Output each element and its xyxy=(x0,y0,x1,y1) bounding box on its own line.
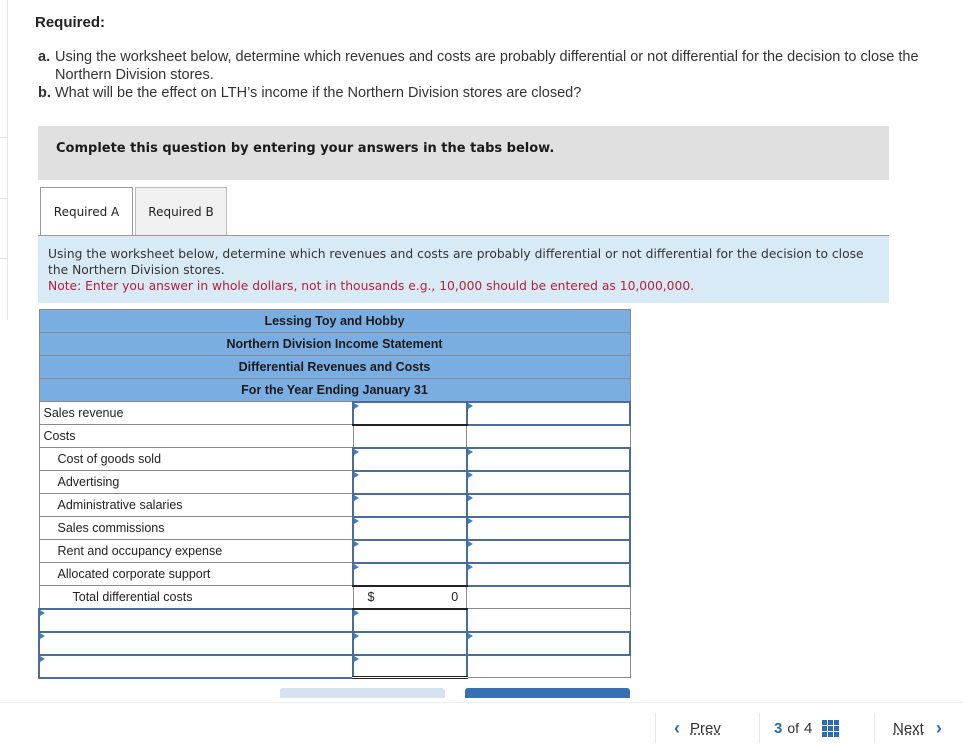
table-row xyxy=(39,402,630,425)
left-rail xyxy=(0,0,8,320)
table-row xyxy=(39,425,630,448)
admin-salaries-differential-select[interactable] xyxy=(467,494,630,517)
footer-divider xyxy=(0,702,963,703)
sales-commissions-amount-input[interactable] xyxy=(353,517,467,540)
prev-tab-button[interactable] xyxy=(280,688,445,698)
total-differential-costs-value xyxy=(353,586,467,609)
currency-symbol: $ xyxy=(367,590,375,604)
empty-cell xyxy=(467,586,630,609)
empty-cell xyxy=(353,425,467,448)
required-item-b xyxy=(38,84,943,102)
empty-cell xyxy=(467,425,630,448)
advertising-differential-select[interactable] xyxy=(467,471,630,494)
of-label: of xyxy=(787,720,800,736)
required-list xyxy=(38,48,943,102)
table-row xyxy=(39,517,630,540)
admin-salaries-amount-input[interactable] xyxy=(353,494,467,517)
table-row xyxy=(39,609,630,632)
instruction-banner xyxy=(38,126,889,180)
table-row xyxy=(39,632,630,655)
cogs-amount-input[interactable] xyxy=(353,448,467,471)
rail-divider xyxy=(0,198,8,199)
rent-differential-select[interactable] xyxy=(467,540,630,563)
tab-required-a[interactable]: Required A xyxy=(40,187,133,235)
table-row xyxy=(39,655,630,678)
row-label: Advertising xyxy=(39,471,353,494)
rail-divider xyxy=(0,137,8,138)
empty-cell xyxy=(467,655,630,678)
extra-amount-input-2[interactable] xyxy=(353,632,467,655)
table-row xyxy=(39,471,630,494)
question-pager xyxy=(655,712,942,744)
extra-amount-input-3[interactable] xyxy=(353,655,467,678)
cogs-differential-select[interactable] xyxy=(467,448,630,471)
rent-amount-input[interactable] xyxy=(353,540,467,563)
tab-bar xyxy=(40,187,227,235)
total-amount: 0 xyxy=(451,590,459,604)
extra-label-select-3[interactable] xyxy=(39,655,353,678)
worksheet-table xyxy=(38,309,631,679)
required-item-a xyxy=(38,48,943,84)
company-name: Lessing Toy and Hobby xyxy=(39,310,630,333)
statement-subtitle: Differential Revenues and Costs xyxy=(39,356,630,379)
required-item-text: What will be the effect on LTH’s income if the Northern Division stores are closed? xyxy=(55,85,582,101)
statement-title: Northern Division Income Statement xyxy=(39,333,630,356)
row-label: Administrative salaries xyxy=(39,494,353,517)
statement-period: For the Year Ending January 31 xyxy=(39,379,630,402)
next-question-button[interactable] xyxy=(875,718,942,739)
extra-differential-select-2[interactable] xyxy=(467,632,630,655)
advertising-amount-input[interactable] xyxy=(353,471,467,494)
row-label: Sales revenue xyxy=(39,402,353,425)
next-label: Next xyxy=(893,719,924,737)
row-label: Total differential costs xyxy=(39,586,353,609)
sales-revenue-differential-select[interactable] xyxy=(467,402,630,425)
table-row xyxy=(39,494,630,517)
required-heading: Required: xyxy=(35,14,106,31)
worksheet-header-row xyxy=(39,379,630,402)
chevron-right-icon: › xyxy=(935,717,942,738)
worksheet-header-row xyxy=(39,356,630,379)
current-question: 3 xyxy=(774,719,783,737)
extra-label-select-2[interactable] xyxy=(39,632,353,655)
worksheet-header-row xyxy=(39,310,630,333)
rail-divider xyxy=(0,258,8,259)
required-item-text: Using the worksheet below, determine which revenues and costs are probably differential or not differential for the decision to close the Northern Division stores. xyxy=(55,49,919,83)
sales-commissions-differential-select[interactable] xyxy=(467,517,630,540)
next-tab-button[interactable] xyxy=(465,688,630,698)
prev-label: Prev xyxy=(690,719,721,737)
row-label: Allocated corporate support xyxy=(39,563,353,586)
tab-panel-description xyxy=(38,235,889,303)
worksheet-header-row xyxy=(39,333,630,356)
corporate-support-differential-select[interactable] xyxy=(467,563,630,586)
row-label: Rent and occupancy expense xyxy=(39,540,353,563)
empty-cell xyxy=(467,609,630,632)
panel-description-text: Using the worksheet below, determine which revenues and costs are probably differential or not differential for the decision to close the Northern Division stores. xyxy=(48,247,864,277)
table-row xyxy=(39,563,630,586)
extra-label-select-1[interactable] xyxy=(39,609,353,632)
table-row xyxy=(39,448,630,471)
table-row xyxy=(39,540,630,563)
table-row xyxy=(39,586,630,609)
grid-view-icon[interactable] xyxy=(822,720,839,737)
prev-question-button[interactable] xyxy=(656,718,759,739)
required-item-label: b. xyxy=(38,85,51,101)
sales-revenue-amount-input[interactable] xyxy=(353,402,467,425)
required-item-label: a. xyxy=(38,49,51,65)
row-label: Cost of goods sold xyxy=(39,448,353,471)
total-questions: 4 xyxy=(804,719,813,737)
tab-required-b[interactable]: Required B xyxy=(135,187,227,235)
row-label: Sales commissions xyxy=(39,517,353,540)
extra-amount-input-1[interactable] xyxy=(353,609,467,632)
chevron-left-icon: ‹ xyxy=(674,717,680,738)
panel-note: Note: Enter you answer in whole dollars, not in thousands e.g., 10,000 should be entered as 10,000,000. xyxy=(48,279,695,293)
question-counter xyxy=(760,720,874,737)
corporate-support-amount-input[interactable] xyxy=(353,563,467,586)
instruction-text: Complete this question by entering your answers in the tabs below. xyxy=(56,141,555,156)
row-label: Costs xyxy=(39,425,353,448)
